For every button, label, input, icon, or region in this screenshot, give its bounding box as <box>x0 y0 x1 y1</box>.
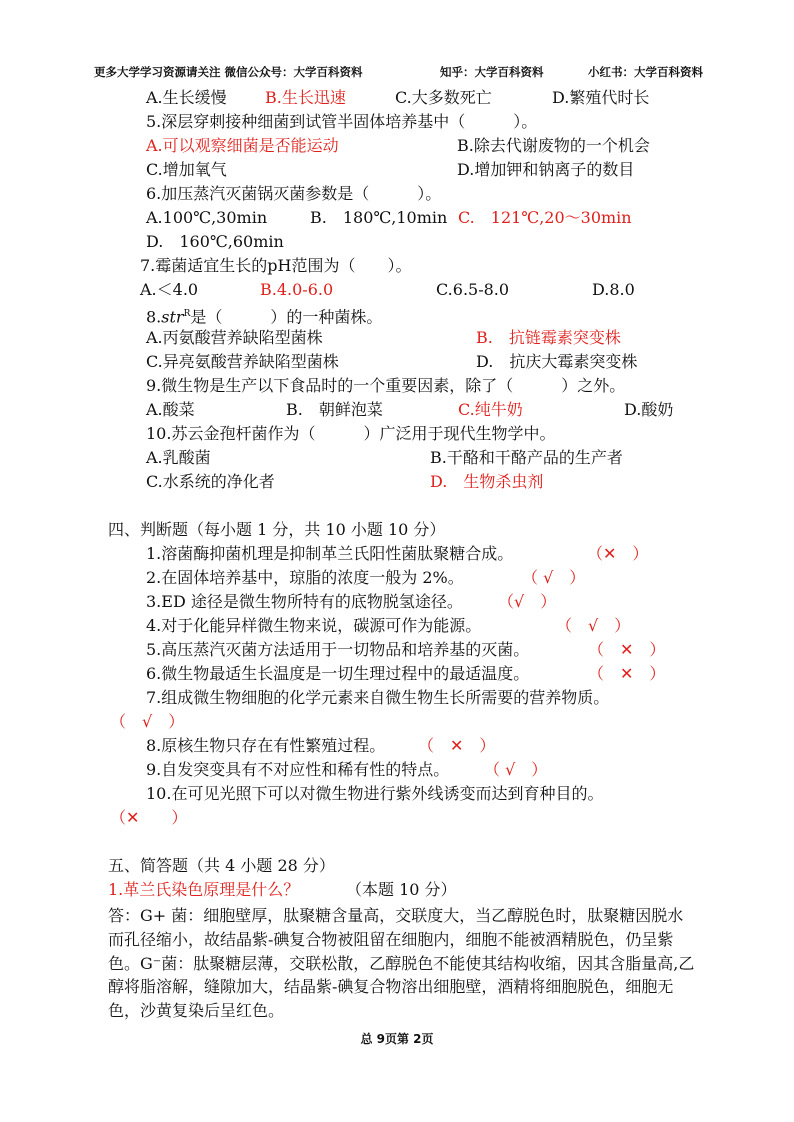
q5-options-row2 <box>0 158 794 182</box>
tf-item: 3.ED 途径是微生物所特有的底物脱氢途径。 （√ ） <box>0 590 794 614</box>
header-right: 小红书：大学百科资料 <box>588 65 703 79</box>
answer-mark: （ ✕ ） <box>418 736 496 755</box>
q6-options-row2 <box>0 230 794 254</box>
option-b-correct: B.生长迅速 <box>265 88 346 107</box>
q9-options <box>0 398 794 422</box>
tf-item-mark-line <box>0 710 794 734</box>
question-text: 8.str$^R$是（ ）的一种菌株。 <box>146 307 383 327</box>
option-a: A.乳酸菌 <box>146 448 211 467</box>
q8-options-row2 <box>0 350 794 374</box>
question-text: 6.加压蒸汽灭菌锅灭菌参数是（ ）。 <box>146 184 442 203</box>
q6-options-row1 <box>0 206 794 230</box>
question-score: （本题 10 分） <box>346 880 457 899</box>
page-footer: 总 9页第 2页 <box>360 1032 434 1046</box>
tf-item: 2.在固体培养基中，琼脂的浓度一般为 2%。 （ √ ） <box>0 566 794 590</box>
option-c: C.水系统的净化者 <box>146 472 275 491</box>
tf-item: 8.原核生物只存在有性繁殖过程。 （ ✕ ） <box>0 734 794 758</box>
tf-item: 5.高压蒸汽灭菌方法适用于一切物品和培养基的灭菌。 （ ✕ ） <box>0 638 794 662</box>
q4-options <box>0 86 794 110</box>
option-a: A.酸菜 <box>146 400 195 419</box>
question-text: 7.霉菌适宜生长的pH范围为（ ）。 <box>140 256 412 275</box>
answer-mark: （ ✕ ） <box>588 664 666 683</box>
q5-stem <box>0 110 794 134</box>
option-a-correct: A.可以观察细菌是否能运动 <box>146 136 339 155</box>
header-mid: 知乎：大学百科资料 <box>440 65 544 79</box>
option-a: A.100℃,30min <box>146 208 268 227</box>
page-header <box>0 64 794 82</box>
option-d-correct: D. 生物杀虫剂 <box>430 472 544 491</box>
option-a: A.＜4.0 <box>140 280 199 299</box>
answer-mark: （ √ ） <box>522 568 586 587</box>
tf-item: 9.自发突变具有不对应性和稀有性的特点。 （ √ ） <box>0 758 794 782</box>
tf-item: 6.微生物最适生长温度是一切生理过程中的最适温度。 （ ✕ ） <box>0 662 794 686</box>
option-d: D. 抗庆大霉素突变株 <box>476 352 638 371</box>
option-b: B. 180℃,10min <box>310 208 448 227</box>
answer-mark: （√ ） <box>498 592 557 611</box>
q6-stem <box>0 182 794 206</box>
tf-item: 4.对于化能异样微生物来说，碳源可作为能源。 （ √ ） <box>0 614 794 638</box>
option-b: B. 朝鲜泡菜 <box>286 400 383 419</box>
option-c: C.6.5-8.0 <box>436 280 510 299</box>
option-c: C.异亮氨酸营养缺陷型菌株 <box>146 352 339 371</box>
option-d: D.增加钾和钠离子的数目 <box>457 160 635 179</box>
option-a: A.生长缓慢 <box>146 88 227 107</box>
option-d: D.8.0 <box>592 280 635 299</box>
answer-mark: （✕ ） <box>587 544 649 563</box>
option-b-correct: B.4.0-6.0 <box>260 280 334 299</box>
tf-item-mark-line <box>0 806 794 830</box>
sa-question-1 <box>0 878 794 902</box>
option-c: C.大多数死亡 <box>395 88 492 107</box>
option-d: D. 160℃,60min <box>146 232 284 251</box>
question-text: 9.微生物是生产以下食品时的一个重要因素，除了（ ）之外。 <box>146 376 626 395</box>
tf-item: 1.溶菌酶抑菌机理是抑制革兰氏阳性菌肽聚糖合成。 （✕ ） <box>0 542 794 566</box>
answer-mark: （ √ ） <box>484 760 548 779</box>
option-a: A.丙氨酸营养缺陷型菌株 <box>146 328 323 347</box>
header-left: 更多大学学习资源请关注 微信公众号：大学百科资料 <box>94 65 363 79</box>
option-d: D.繁殖代时长 <box>552 88 650 107</box>
q7-options <box>0 278 794 302</box>
q10-options-row2 <box>0 470 794 494</box>
q7-stem <box>0 254 794 278</box>
q10-options-row1 <box>0 446 794 470</box>
option-c-correct: C.纯牛奶 <box>458 400 523 419</box>
option-d: D.酸奶 <box>624 400 674 419</box>
q9-stem <box>0 374 794 398</box>
question-text: 5.深层穿刺接种细菌到试管半固体培养基中（ ）。 <box>146 112 538 131</box>
tf-item: 10.在可见光照下可以对微生物进行紫外线诱变而达到育种目的。 <box>146 784 604 803</box>
question-text: 1.革兰氏染色原理是什么？ <box>108 880 300 899</box>
answer-mark: （ √ ） <box>110 712 185 731</box>
q8-stem <box>0 302 794 326</box>
tf-item: 7.组成微生物细胞的化学元素来自微生物生长所需要的营养物质。 <box>146 688 610 707</box>
option-b: B.除去代谢废物的一个机会 <box>457 136 650 155</box>
answer-mark: （ ✕ ） <box>588 640 666 659</box>
option-b: B.干酪和干酪产品的生产者 <box>430 448 623 467</box>
option-c-correct: C. 121℃,20～30min <box>458 208 632 227</box>
q8-options-row1 <box>0 326 794 350</box>
option-b-correct: B. 抗链霉素突变株 <box>476 328 621 347</box>
question-text: 10.苏云金孢杆菌作为（ ）广泛用于现代生物学中。 <box>146 424 556 443</box>
q5-options-row1 <box>0 134 794 158</box>
q10-stem <box>0 422 794 446</box>
answer-mark: （ √ ） <box>556 616 631 635</box>
answer-mark: （✕ ） <box>110 808 188 827</box>
option-c: C.增加氧气 <box>146 160 227 179</box>
sa-answer: 答：G+ 菌：细胞壁厚，肽聚糖含量高，交联度大，当乙醇脱色时，肽聚糖因脱水而孔径缩小，故结晶紫-碘复合物被阻留在细胞内，细胞不能被酒精脱色，仍呈紫色。G⁻菌：肽聚糖层薄，交联松散，乙醇脱色不能使其结构收缩，因其含脂量高,乙醇将脂溶解，缝隙加大，结晶紫-碘复合物溶出细胞壁，酒精将细胞脱色，细胞无色，沙黄复染后呈红色。 <box>108 906 695 1021</box>
